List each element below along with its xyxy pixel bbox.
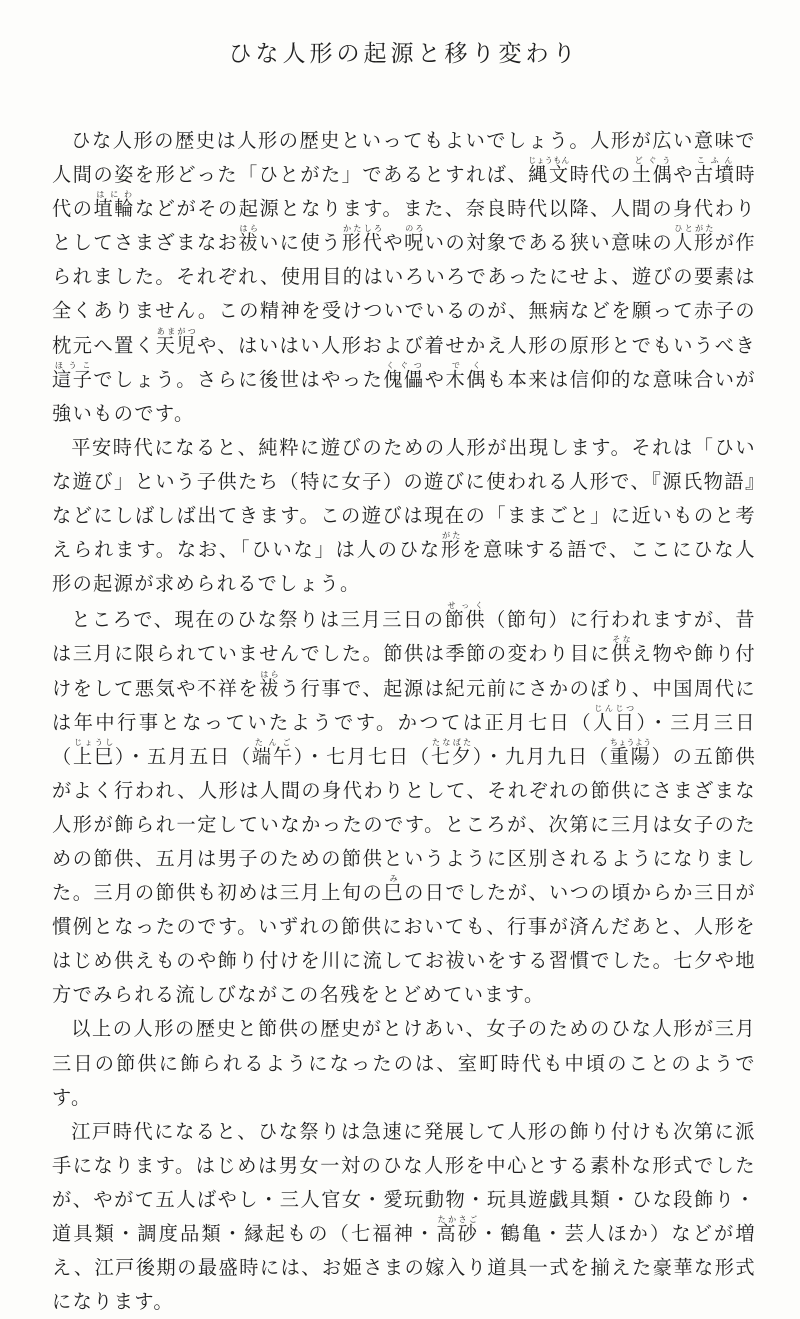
ruby-base: 人日 xyxy=(593,710,637,734)
text-run: ）・五月五日（ xyxy=(114,744,252,768)
furigana-reading: じょうし xyxy=(72,737,115,747)
paragraph xyxy=(52,431,756,601)
ruby-base: 重陽 xyxy=(609,744,652,768)
furigana-reading: かたしろ xyxy=(341,224,384,234)
furigana-reading: じんじつ xyxy=(593,703,636,713)
ruby-base: 祓 xyxy=(259,676,280,700)
text-run: 平安時代になると、純粋に遊びのための人形が出現します。それは「ひいな遊び」という子供たち（特に女子）の遊びに使われる人形で、『源氏物語』などにしばしば出てきます。この遊びは現在の「ままごと」に近いものと考えられます。なお、「ひいな」は人のひな xyxy=(52,435,756,562)
paragraph xyxy=(52,1012,756,1114)
text-run: も本来は信仰的な意味合いが強いものです。 xyxy=(52,367,756,425)
furigana-reading: はら xyxy=(259,669,280,679)
ruby-base: 形代 xyxy=(341,231,384,255)
furigana-word xyxy=(611,635,632,666)
ruby-base: 形 xyxy=(440,538,463,562)
text-run: や、はいはい人形および着せかえ人形の原形とでもいうべき xyxy=(197,333,756,357)
ruby-base: 七夕 xyxy=(430,744,473,768)
document-body xyxy=(52,124,756,1319)
ruby-base: 人形 xyxy=(673,231,715,255)
furigana-reading: み xyxy=(383,874,404,884)
furigana-reading: でく xyxy=(445,360,487,370)
furigana-word xyxy=(609,737,652,768)
ruby-base: 縄文 xyxy=(528,163,570,187)
furigana-word xyxy=(430,737,473,768)
text-run: などがその起源となります。また、奈良時代以降、人間の身代わりとしてさまざまなお xyxy=(52,197,756,255)
text-run: ）の五節供がよく行われ、人形は人間の身代わりとして、それぞれの節供にさまざまな人形が飾られ一定していなかったのです。ところが、次第に三月は女子のための節供、五月は男子のための節供というように区別されるようになりました。三月の節供も初めは三月上旬の xyxy=(52,744,757,905)
document-title: ひな人形の起源と移り変わり xyxy=(228,41,580,67)
text-run: いに使う xyxy=(259,231,342,255)
furigana-word xyxy=(693,156,736,187)
text-run: 以上の人形の歴史と節供の歴史がとけあい、女子のためのひな人形が三月三日の節供に飾られるようになったのは、室町時代も中頃のことのようです。 xyxy=(52,1017,756,1109)
ruby-base: 這子 xyxy=(52,367,94,391)
furigana-word xyxy=(52,360,94,391)
text-run: や xyxy=(383,231,405,255)
furigana-word xyxy=(238,224,260,255)
furigana-word xyxy=(445,360,487,391)
text-run: や xyxy=(673,163,694,187)
text-run: ひな人形の歴史は人形の歴史といってもよいでしょう。人形が広い意味で人間の姿を形どった「ひとがた」であるとすれば、 xyxy=(52,129,756,187)
furigana-word xyxy=(436,1215,480,1245)
text-run: 江戸時代になると、ひな祭りは急速に発展して人形の飾り付けも次第に派手になります。はじめは男女一対のひな人形を中心とする素朴な形式でしたが、やがて五人ばやし・三人官女・愛玩動物・玩具遊戯具類・ひな段飾り・道具類・調度品類・縁起もの（七福神・ xyxy=(52,1119,756,1245)
furigana-word xyxy=(631,156,674,187)
text-run: 時代の xyxy=(569,163,632,187)
furigana-reading: どぐう xyxy=(631,156,674,166)
text-run: や xyxy=(424,367,446,391)
text-run: ）・三月三日（ xyxy=(52,710,756,768)
furigana-reading: くぐつ xyxy=(383,360,425,370)
ruby-base: 埴輪 xyxy=(93,197,136,221)
text-run: いの対象である狭い意味の xyxy=(424,231,674,255)
furigana-word xyxy=(440,531,463,562)
ruby-base: 巳 xyxy=(383,881,405,905)
furigana-reading: せっく xyxy=(444,601,486,611)
text-run: ）・九月九日（ xyxy=(472,744,610,768)
furigana-reading: たなばた xyxy=(430,737,473,747)
furigana-reading: のろ xyxy=(404,224,425,234)
text-run: 時代の xyxy=(52,163,757,221)
text-run: （節句）に行われますが、昔は三月に限られていませんでした。節供は季節の変わり目に xyxy=(52,608,757,666)
ruby-base: 木偶 xyxy=(445,367,487,391)
furigana-reading: たかさご xyxy=(436,1215,479,1224)
furigana-reading: ちょうよう xyxy=(609,737,652,747)
paragraph xyxy=(52,601,756,1012)
text-run: の日でしたが、いつの頃からか三日が慣例となったのです。いずれの節供においても、行事が済んだあと、人形をはじめ供えものや飾り付けを川に流してお祓いをする習慣でした。七夕や地方でみられる流しびながこの名残をとどめています。 xyxy=(52,881,756,1007)
ruby-base: 高砂 xyxy=(436,1222,480,1245)
furigana-word xyxy=(93,190,136,221)
ruby-base: 端午 xyxy=(251,744,294,768)
ruby-base: 天児 xyxy=(155,333,198,357)
furigana-word xyxy=(251,737,294,768)
text-run: でしょう。さらに後世はやった xyxy=(93,367,384,391)
paragraph xyxy=(52,124,756,431)
furigana-reading: がた xyxy=(440,531,462,541)
paragraph xyxy=(52,1115,756,1319)
ruby-base: 供 xyxy=(611,642,632,666)
ruby-base: 呪 xyxy=(404,231,425,255)
text-run: う行事で、起源は紀元前にさかのぼり、中国周代には年中行事となっていたようです。かつては正月七日（ xyxy=(52,676,757,734)
ruby-base: 傀儡 xyxy=(383,367,425,391)
furigana-word xyxy=(341,224,384,255)
ruby-base: 祓 xyxy=(238,231,260,255)
furigana-reading: そな xyxy=(611,635,632,645)
text-run: ）・七月七日（ xyxy=(293,744,431,768)
furigana-word xyxy=(383,874,405,905)
furigana-reading: はら xyxy=(238,224,259,234)
furigana-reading: たんご xyxy=(251,737,294,747)
furigana-reading: こふん xyxy=(693,156,736,166)
furigana-reading: ほうこ xyxy=(52,360,94,370)
furigana-word xyxy=(673,224,715,255)
furigana-word xyxy=(444,601,487,632)
ruby-base: 古墳 xyxy=(693,163,736,187)
text-run: が作られました。それぞれ、使用目的はいろいろであったにせよ、遊びの要素は全くありません。この精神を受けついでいるのが、無病などを願って赤子の枕元へ置く xyxy=(52,231,756,357)
furigana-word xyxy=(404,224,425,255)
furigana-word xyxy=(155,326,198,357)
ruby-base: 土偶 xyxy=(631,163,674,187)
text-run: ・鶴亀・芸人ほか）などが増え、江戸後期の最盛時には、お姫さまの嫁入り道具一式を揃えた豪華な形式になります。 xyxy=(52,1222,757,1314)
furigana-word xyxy=(593,703,637,734)
ruby-base: 節供 xyxy=(444,608,487,632)
furigana-reading: ひとがた xyxy=(673,224,715,234)
furigana-word xyxy=(72,737,115,768)
furigana-word xyxy=(528,156,570,187)
ruby-base: 上巳 xyxy=(72,744,115,768)
text-run: え物や飾り付けをして悪気や不祥を xyxy=(52,642,756,700)
furigana-reading: じょうもん xyxy=(528,156,570,166)
text-run: ところで、現在のひな祭りは三月三日の xyxy=(71,608,445,632)
furigana-word xyxy=(383,360,425,391)
text-run: を意味する語で、ここにひな人形の起源が求められるでしょう。 xyxy=(52,538,756,596)
furigana-reading: はにわ xyxy=(93,190,135,200)
furigana-word xyxy=(259,669,280,700)
furigana-reading: あまがつ xyxy=(155,326,197,336)
